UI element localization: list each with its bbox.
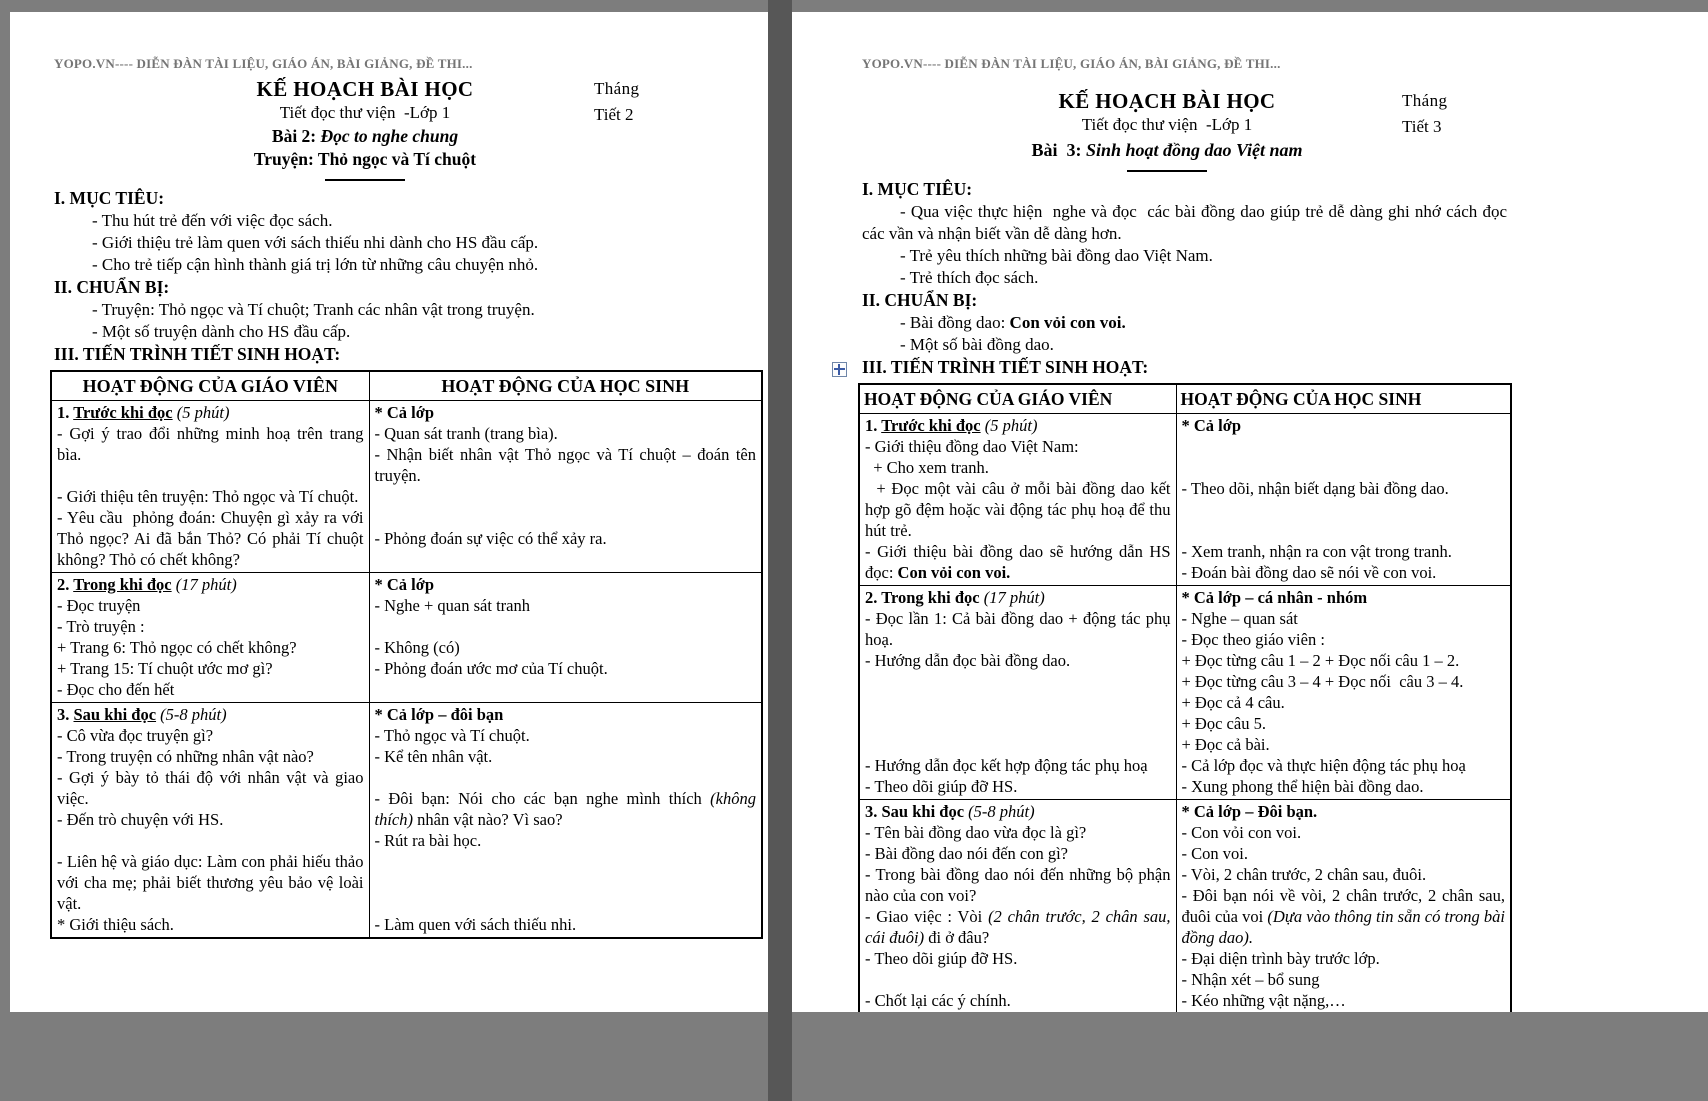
activities-table	[858, 383, 1512, 1012]
class-line-row	[54, 102, 676, 124]
story-title: Truyện: Thỏ ngọc và Tí chuột	[253, 149, 477, 169]
class-line-row	[862, 114, 1472, 136]
table-row	[859, 586, 1511, 800]
forum-watermark: YOPO.VN---- DIỄN ĐÀN TÀI LIỆU, GIÁO ÁN, BÀI GIẢNG, ĐỀ THI...	[54, 56, 473, 71]
title-rule-wrap	[54, 179, 676, 181]
title-rule	[325, 179, 405, 181]
table-header-row	[51, 371, 762, 401]
month-label: Tháng	[1402, 91, 1448, 110]
page-gap-divider	[768, 0, 792, 1101]
row2-student-cell: * Cả lớp – cá nhân - nhóm - Nghe – quan sát - Đọc theo giáo viên : + Đọc từng câu 1 – 2 + Đọc nối câu 1 – 2. + Đọc từng câu 3 – 4 + Đọc nối câu 3 – 4. + Đọc cả 4 câu. + Đọc câu 5. + Đọc cả bài. - Cả lớp đọc và thực hiện động tác phụ hoạ - Xung phong thể hiện bài đồng dao.	[1176, 586, 1511, 800]
title-rule	[1127, 170, 1207, 172]
row1-student-cell: * Cả lớp - Theo dõi, nhận biết dạng bài đồng dao. - Xem tranh, nhận ra con vật trong tranh. - Đoán bài đồng dao sẽ nói về con voi.	[1176, 414, 1511, 586]
doc-title-row	[862, 88, 1472, 114]
section-body-chuan-bi: - Bài đồng dao: Con vỏi con voi. - Một số bài đồng dao.	[900, 313, 1126, 354]
row3-teacher-cell: 3. Sau khi đọc (5-8 phút) - Tên bài đồng dao vừa đọc là gì? - Bài đồng dao nói đến con gì? - Trong bài đồng dao nói đến những bộ phận nào của con voi? - Giao việc : Vòi (2 chân trước, 2 chân sau, cái đuôi) đi ở đâu? - Theo dõi giúp đỡ HS. - Chốt lại các ý chính.	[859, 800, 1176, 1013]
section-body-muc-tieu: - Thu hút trẻ đến với việc đọc sách. - Giới thiệu trẻ làm quen với sách thiếu nhi dành cho HS đầu cấp. - Cho trẻ tiếp cận hình thành giá trị lớn từ những câu chuyện nhỏ.	[92, 211, 539, 274]
table-row	[859, 800, 1511, 1013]
teacher-column-header: HOẠT ĐỘNG CỦA GIÁO VIÊN	[51, 371, 369, 401]
row3-student-cell: * Cả lớp – Đôi bạn. - Con vỏi con voi. - Con voi. - Vòi, 2 chân trước, 2 chân sau, đuôi. - Đôi bạn nói về vòi, 2 chân trước, 2 chân sau, đuôi của voi (Dựa vào thông tin sẵn có trong bài đồng dao). - Đại diện trình bày trước lớp. - Nhận xét – bổ sung - Kéo những vật nặng,…	[1176, 800, 1511, 1013]
activities-table	[50, 370, 763, 939]
doc-title-row	[54, 76, 676, 102]
student-column-header: HOẠT ĐỘNG CỦA HỌC SINH	[369, 371, 762, 401]
doc-title: KẾ HOẠCH BÀI HỌC	[256, 77, 474, 101]
lesson-title: Bài 2: Đọc to nghe chung	[271, 126, 459, 146]
section-heading-tien-trinh: III. TIẾN TRÌNH TIẾT SINH HOẠT:	[862, 357, 1149, 377]
row2-teacher-cell: 2. Trong khi đọc (17 phút) - Đọc lần 1: Cả bài đồng dao + động tác phụ hoạ. - Hướng dẫn đọc bài đồng dao. - Hướng dẫn đọc kết hợp động tác phụ hoạ - Theo dõi giúp đỡ HS.	[859, 586, 1176, 800]
document-page-2[interactable]	[792, 12, 1708, 1012]
row1-teacher-cell: 1. Trước khi đọc (5 phút) - Giới thiệu đồng dao Việt Nam: + Cho xem tranh. + Đọc một vài câu ở mỗi bài đồng dao kết hợp gõ đệm hoặc vài động tác phụ hoạ để thu hút trẻ. - Giới thiệu bài đồng dao sẽ hướng dẫn HS đọc: Con vỏi con voi.	[859, 414, 1176, 586]
table-move-handle-icon[interactable]	[832, 362, 847, 377]
row3-student-cell: * Cả lớp – đôi bạn - Thỏ ngọc và Tí chuột. - Kể tên nhân vật. - Đôi bạn: Nói cho các bạn nghe mình thích (không thích) nhân vật nào? Vì sao? - Rút ra bài học. - Làm quen với sách thiếu nhi.	[369, 703, 762, 939]
period-label: Tiết 3	[1402, 117, 1442, 136]
table-row	[51, 573, 762, 703]
table-header-row	[859, 384, 1511, 414]
doc-title: KẾ HOẠCH BÀI HỌC	[1058, 89, 1276, 113]
row2-student-cell: * Cả lớp - Nghe + quan sát tranh - Không (có) - Phỏng đoán ước mơ của Tí chuột.	[369, 573, 762, 703]
section-heading-tien-trinh: III. TIẾN TRÌNH TIẾT SINH HOẠT:	[54, 344, 341, 364]
title-rule-wrap	[862, 170, 1472, 172]
class-line: Tiết đọc thư viện -Lớp 1	[279, 103, 451, 122]
document-page-1[interactable]	[10, 12, 768, 1012]
lesson-title: Bài 3: Sinh hoạt đồng dao Việt nam	[1031, 140, 1303, 160]
move-handle-cross-vertical	[838, 364, 840, 375]
table-row	[51, 703, 762, 939]
section-heading-chuan-bi: II. CHUẨN BỊ:	[54, 277, 170, 297]
section-body-chuan-bi: - Truyện: Thỏ ngọc và Tí chuột; Tranh các nhân vật trong truyện. - Một số truyện dành cho HS đầu cấp.	[92, 300, 535, 341]
table-row	[859, 414, 1511, 586]
section-heading-muc-tieu: I. MỤC TIÊU:	[862, 179, 973, 199]
period-label: Tiết 2	[594, 105, 634, 124]
section-heading-muc-tieu: I. MỤC TIÊU:	[54, 188, 165, 208]
student-column-header: HOẠT ĐỘNG CỦA HỌC SINH	[1176, 384, 1511, 414]
section-heading-chuan-bi: II. CHUẨN BỊ:	[862, 290, 978, 310]
row1-teacher-cell: 1. Trước khi đọc (5 phút) - Gợi ý trao đổi những minh hoạ trên trang bìa. - Giới thiệu tên truyện: Thỏ ngọc và Tí chuột. - Yêu cầu phỏng đoán: Chuyện gì xảy ra với Thỏ ngọc? Ai đã bắn Thỏ? Có phải Tí chuột không? Thỏ có chết không?	[51, 401, 369, 573]
table-row	[51, 401, 762, 573]
row2-teacher-cell: 2. Trong khi đọc (17 phút) - Đọc truyện - Trò truyện : + Trang 6: Thỏ ngọc có chết không? + Trang 15: Tí chuột ước mơ gì? - Đọc cho đến hết	[51, 573, 369, 703]
section-body-muc-tieu: - Qua việc thực hiện nghe và đọc các bài đồng dao giúp trẻ dễ dàng ghi nhớ cách đọc các vần và nhận biết vần dễ dàng hơn. - Trẻ yêu thích những bài đồng dao Việt Nam. - Trẻ thích đọc sách.	[862, 202, 1507, 287]
month-label: Tháng	[594, 79, 640, 98]
row1-student-cell: * Cả lớp - Quan sát tranh (trang bìa). - Nhận biết nhân vật Thỏ ngọc và Tí chuột – đoán tên truyện. - Phỏng đoán sự việc có thể xảy ra.	[369, 401, 762, 573]
class-line: Tiết đọc thư viện -Lớp 1	[1081, 115, 1253, 134]
row3-teacher-cell: 3. Sau khi đọc (5-8 phút) - Cô vừa đọc truyện gì? - Trong truyện có những nhân vật nào? - Gợi ý bày tỏ thái độ với nhân vật và giao việc. - Đến trò chuyện với HS. - Liên hệ và giáo dục: Làm con phải hiếu thảo với cha mẹ; phải biết thương yêu bảo vệ loài vật. * Giới thiệu sách.	[51, 703, 369, 939]
teacher-column-header: HOẠT ĐỘNG CỦA GIÁO VIÊN	[859, 384, 1176, 414]
forum-watermark: YOPO.VN---- DIỄN ĐÀN TÀI LIỆU, GIÁO ÁN, BÀI GIẢNG, ĐỀ THI...	[862, 56, 1281, 71]
